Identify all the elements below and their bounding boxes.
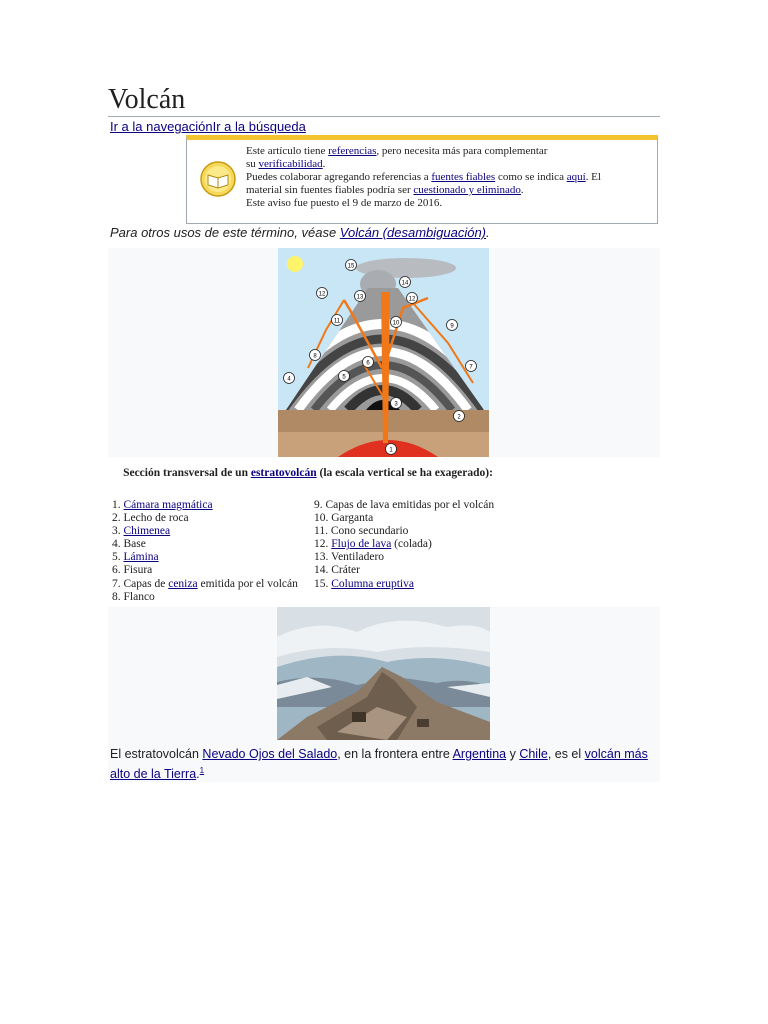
legend-link[interactable]: Lámina [123,551,159,564]
notice-text: Este artículo tiene referencias, pero necesita más para complementar su verificabilidad. Puedes colaborar agregando referencias a fuentes fiables como se indica aquí. El material sin fuentes fiables podría ser cuestionado y eliminado. Este aviso fue puesto el 9 de marzo de 2016. [246,145,601,209]
legend-link[interactable]: ceniza [168,577,198,590]
fuentes-fiables-link[interactable]: fuentes fiables [431,171,496,183]
diagram-marker-6 [363,357,374,368]
svg-text:10: 10 [392,320,400,327]
legend-item: 14. Cráter [314,564,360,577]
legend-text: Cono secundario [330,525,409,538]
legend-item: 6. Fisura [112,564,153,577]
svg-text:1: 1 [389,447,393,454]
legend-link[interactable]: Chimenea [123,525,171,538]
legend-item: 12. Flujo de lava (colada) [314,538,432,551]
svg-text:12: 12 [318,291,326,298]
diagram-marker-12 [317,288,328,299]
legend-text: Lecho de roca [123,512,189,525]
legend-item: 4. Base [112,538,146,551]
legend-item: 11. Cono secundario [314,525,409,538]
legend-link[interactable]: Flujo de lava [331,538,392,551]
svg-text:4: 4 [287,376,291,383]
legend-item: 8. Flanco [112,590,155,603]
svg-text:9: 9 [450,323,454,330]
diagram-marker-10 [391,317,402,328]
diagram-marker-4 [284,373,295,384]
legend-text: Cráter [331,564,360,577]
jump-links [110,119,306,135]
svg-text:14: 14 [401,280,409,287]
legend-text: Capas de lava emitidas por el volcán [325,499,495,511]
legend-item: 7. Capas de ceniza emitida por el volcán [112,577,298,590]
legend-text: Fisura [123,564,153,577]
page-title: Volcán [108,84,186,115]
legend-text: Flanco [123,590,155,603]
verificabilidad-link[interactable]: verificabilidad [258,158,323,170]
references-notice-box [186,135,658,224]
argentina-link[interactable]: Argentina [452,747,507,761]
svg-text:5: 5 [342,374,346,381]
legend-link[interactable]: Columna eruptiva [331,577,414,590]
diagram-marker-3 [391,398,402,409]
legend-list-left [112,499,298,604]
chile-link[interactable]: Chile [519,747,548,761]
diagram-marker-13 [355,291,366,302]
diagram-marker-12 [407,293,418,304]
legend-item: 2. Lecho de roca [112,512,189,525]
ojos-del-salado-photo[interactable] [277,607,490,740]
estratovolcan-link[interactable]: estratovolcán [250,467,317,479]
figure-caption: Sección transversal de un estratovolcán (la escala vertical se ha exagerado): [123,467,493,479]
stratovolcano-diagram[interactable] [278,248,489,457]
legend-text: Ventiladero [331,551,385,564]
legend-item: 10. Garganta [314,512,374,525]
diagram-marker-7 [466,361,477,372]
diagram-marker-9 [447,320,458,331]
diagram-marker-15 [346,260,357,271]
diagram-marker-2 [454,411,465,422]
legend-text: Garganta [331,512,374,525]
diagram-marker-11 [332,315,343,326]
legend-item: 3. Chimenea [112,525,171,538]
volcan-mas-alto-link[interactable]: volcán más alto de la Tierra [110,747,648,781]
legend-item: 15. Columna eruptiva [314,577,414,590]
disambiguation-link[interactable]: Volcán (desambiguación) [339,225,487,240]
diagram-marker-1 [386,444,397,455]
svg-text:7: 7 [469,364,473,371]
aqui-link[interactable]: aquí [566,171,586,183]
title-divider [108,116,660,117]
reference-1-link[interactable]: 1 [199,765,205,775]
legend-item: 9. Capas de lava emitidas por el volcán [314,499,495,511]
photo-caption: El estratovolcán Nevado Ojos del Salado, en la frontera entre Argentina y Chile, es el volcán más alto de la Tierra.$^1$ [110,747,648,781]
jump-to-navigation-link[interactable]: Ir a la navegación [110,119,213,134]
svg-text:11: 11 [333,318,341,325]
legend-item: 1. Cámara magmática [112,499,213,511]
svg-text:6: 6 [366,360,370,367]
svg-text:3: 3 [394,401,398,408]
book-icon [199,160,237,198]
diagram-marker-5 [339,371,350,382]
referencias-link[interactable]: referencias [328,145,377,157]
svg-text:2: 2 [457,414,461,421]
legend-item: 13. Ventiladero [314,551,385,564]
legend-list-right [314,499,494,591]
svg-text:12: 12 [408,296,416,303]
legend-item: 5. Lámina [112,551,159,564]
legend-text: Capas de [123,577,169,590]
svg-text:15: 15 [347,263,355,270]
diagram-marker-14 [400,277,411,288]
cuestionado-eliminado-link[interactable]: cuestionado y eliminado [413,184,521,196]
svg-text:13: 13 [356,294,364,301]
legend-text: Base [123,538,146,551]
diagram-marker-8 [310,350,321,361]
disambiguation-hatnote: Para otros usos de este término, véase Volcán (desambiguación). [110,225,490,240]
nevado-ojos-del-salado-link[interactable]: Nevado Ojos del Salado [202,747,338,761]
jump-to-search-link[interactable]: Ir a la búsqueda [212,119,306,134]
svg-text:8: 8 [313,353,317,360]
legend-link[interactable]: Cámara magmática [123,499,213,511]
